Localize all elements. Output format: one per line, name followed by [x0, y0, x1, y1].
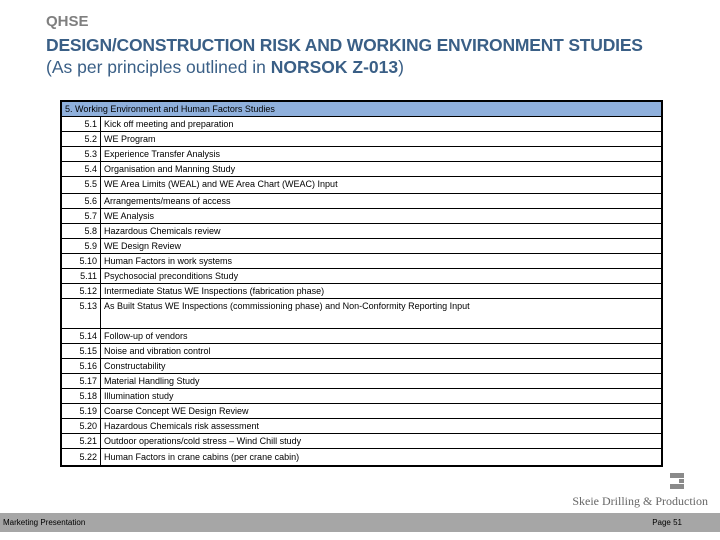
table-row — [61, 434, 662, 449]
table-row — [61, 132, 662, 147]
row-number: 5.15 — [61, 344, 101, 359]
table-row — [61, 147, 662, 162]
row-number: 5.17 — [61, 374, 101, 389]
page-subtitle — [46, 57, 404, 78]
table-row — [61, 404, 662, 419]
footer-bar — [0, 513, 720, 532]
table-row — [61, 239, 662, 254]
row-number: 5.8 — [61, 224, 101, 239]
row-number: 5.6 — [61, 194, 101, 209]
row-number: 5.14 — [61, 329, 101, 344]
row-label: Outdoor operations/cold stress – Wind Chill study — [101, 434, 663, 449]
row-number: 5.11 — [61, 269, 101, 284]
row-label: WE Program — [101, 132, 663, 147]
row-number: 5.9 — [61, 239, 101, 254]
row-number: 5.19 — [61, 404, 101, 419]
row-number: 5.3 — [61, 147, 101, 162]
row-label: Hazardous Chemicals risk assessment — [101, 419, 663, 434]
studies-table — [60, 100, 663, 467]
subtitle-prefix: (As per principles outlined in — [46, 57, 271, 77]
row-label: Experience Transfer Analysis — [101, 147, 663, 162]
row-label: WE Area Limits (WEAL) and WE Area Chart (WEAC) Input — [101, 177, 663, 194]
row-number: 5.21 — [61, 434, 101, 449]
row-label: WE Design Review — [101, 239, 663, 254]
row-label: Constructability — [101, 359, 663, 374]
page-number: Page 51 — [652, 518, 682, 527]
table-row — [61, 177, 662, 194]
subtitle-standard: NORSOK Z-013 — [270, 57, 399, 77]
row-label: Coarse Concept WE Design Review — [101, 404, 663, 419]
row-number: 5.10 — [61, 254, 101, 269]
table-row — [61, 449, 662, 467]
table-row — [61, 359, 662, 374]
table-row — [61, 329, 662, 344]
table-row — [61, 419, 662, 434]
row-number: 5.4 — [61, 162, 101, 177]
table-row — [61, 254, 662, 269]
row-label: Arrangements/means of access — [101, 194, 663, 209]
table-row — [61, 374, 662, 389]
row-number: 5.5 — [61, 177, 101, 194]
row-number: 5.13 — [61, 299, 101, 329]
row-label: As Built Status WE Inspections (commissioning phase) and Non-Conformity Reporting Input — [101, 299, 663, 329]
row-number: 5.1 — [61, 117, 101, 132]
row-label: Material Handling Study — [101, 374, 663, 389]
table-row — [61, 194, 662, 209]
table-row — [61, 209, 662, 224]
row-number: 5.20 — [61, 419, 101, 434]
footer-title: Marketing Presentation — [3, 518, 86, 527]
row-label: Human Factors in crane cabins (per crane cabin) — [101, 449, 663, 467]
table-row — [61, 299, 662, 329]
table-row — [61, 117, 662, 132]
row-label: Hazardous Chemicals review — [101, 224, 663, 239]
row-number: 5.7 — [61, 209, 101, 224]
section-label: QHSE — [46, 13, 89, 30]
brand-name: Skeie Drilling & Production — [572, 494, 708, 508]
row-number: 5.22 — [61, 449, 101, 467]
row-number: 5.16 — [61, 359, 101, 374]
row-label: Illumination study — [101, 389, 663, 404]
table-row — [61, 224, 662, 239]
row-label: Noise and vibration control — [101, 344, 663, 359]
row-label: Kick off meeting and preparation — [101, 117, 663, 132]
table-heading: 5. Working Environment and Human Factors Studies — [61, 101, 662, 117]
subtitle-suffix: ) — [398, 57, 404, 77]
row-number: 5.18 — [61, 389, 101, 404]
row-label: Follow-up of vendors — [101, 329, 663, 344]
row-label: Organisation and Manning Study — [101, 162, 663, 177]
page-title: DESIGN/CONSTRUCTION RISK AND WORKING ENVIRONMENT STUDIES — [46, 35, 643, 55]
table-row — [61, 389, 662, 404]
row-label: Psychosocial preconditions Study — [101, 269, 663, 284]
row-label: Intermediate Status WE Inspections (fabrication phase) — [101, 284, 663, 299]
row-label: Human Factors in work systems — [101, 254, 663, 269]
table-row — [61, 284, 662, 299]
table-row — [61, 269, 662, 284]
row-label: WE Analysis — [101, 209, 663, 224]
row-number: 5.12 — [61, 284, 101, 299]
company-logo-icon — [668, 472, 686, 490]
table-row — [61, 162, 662, 177]
row-number: 5.2 — [61, 132, 101, 147]
table-row — [61, 344, 662, 359]
